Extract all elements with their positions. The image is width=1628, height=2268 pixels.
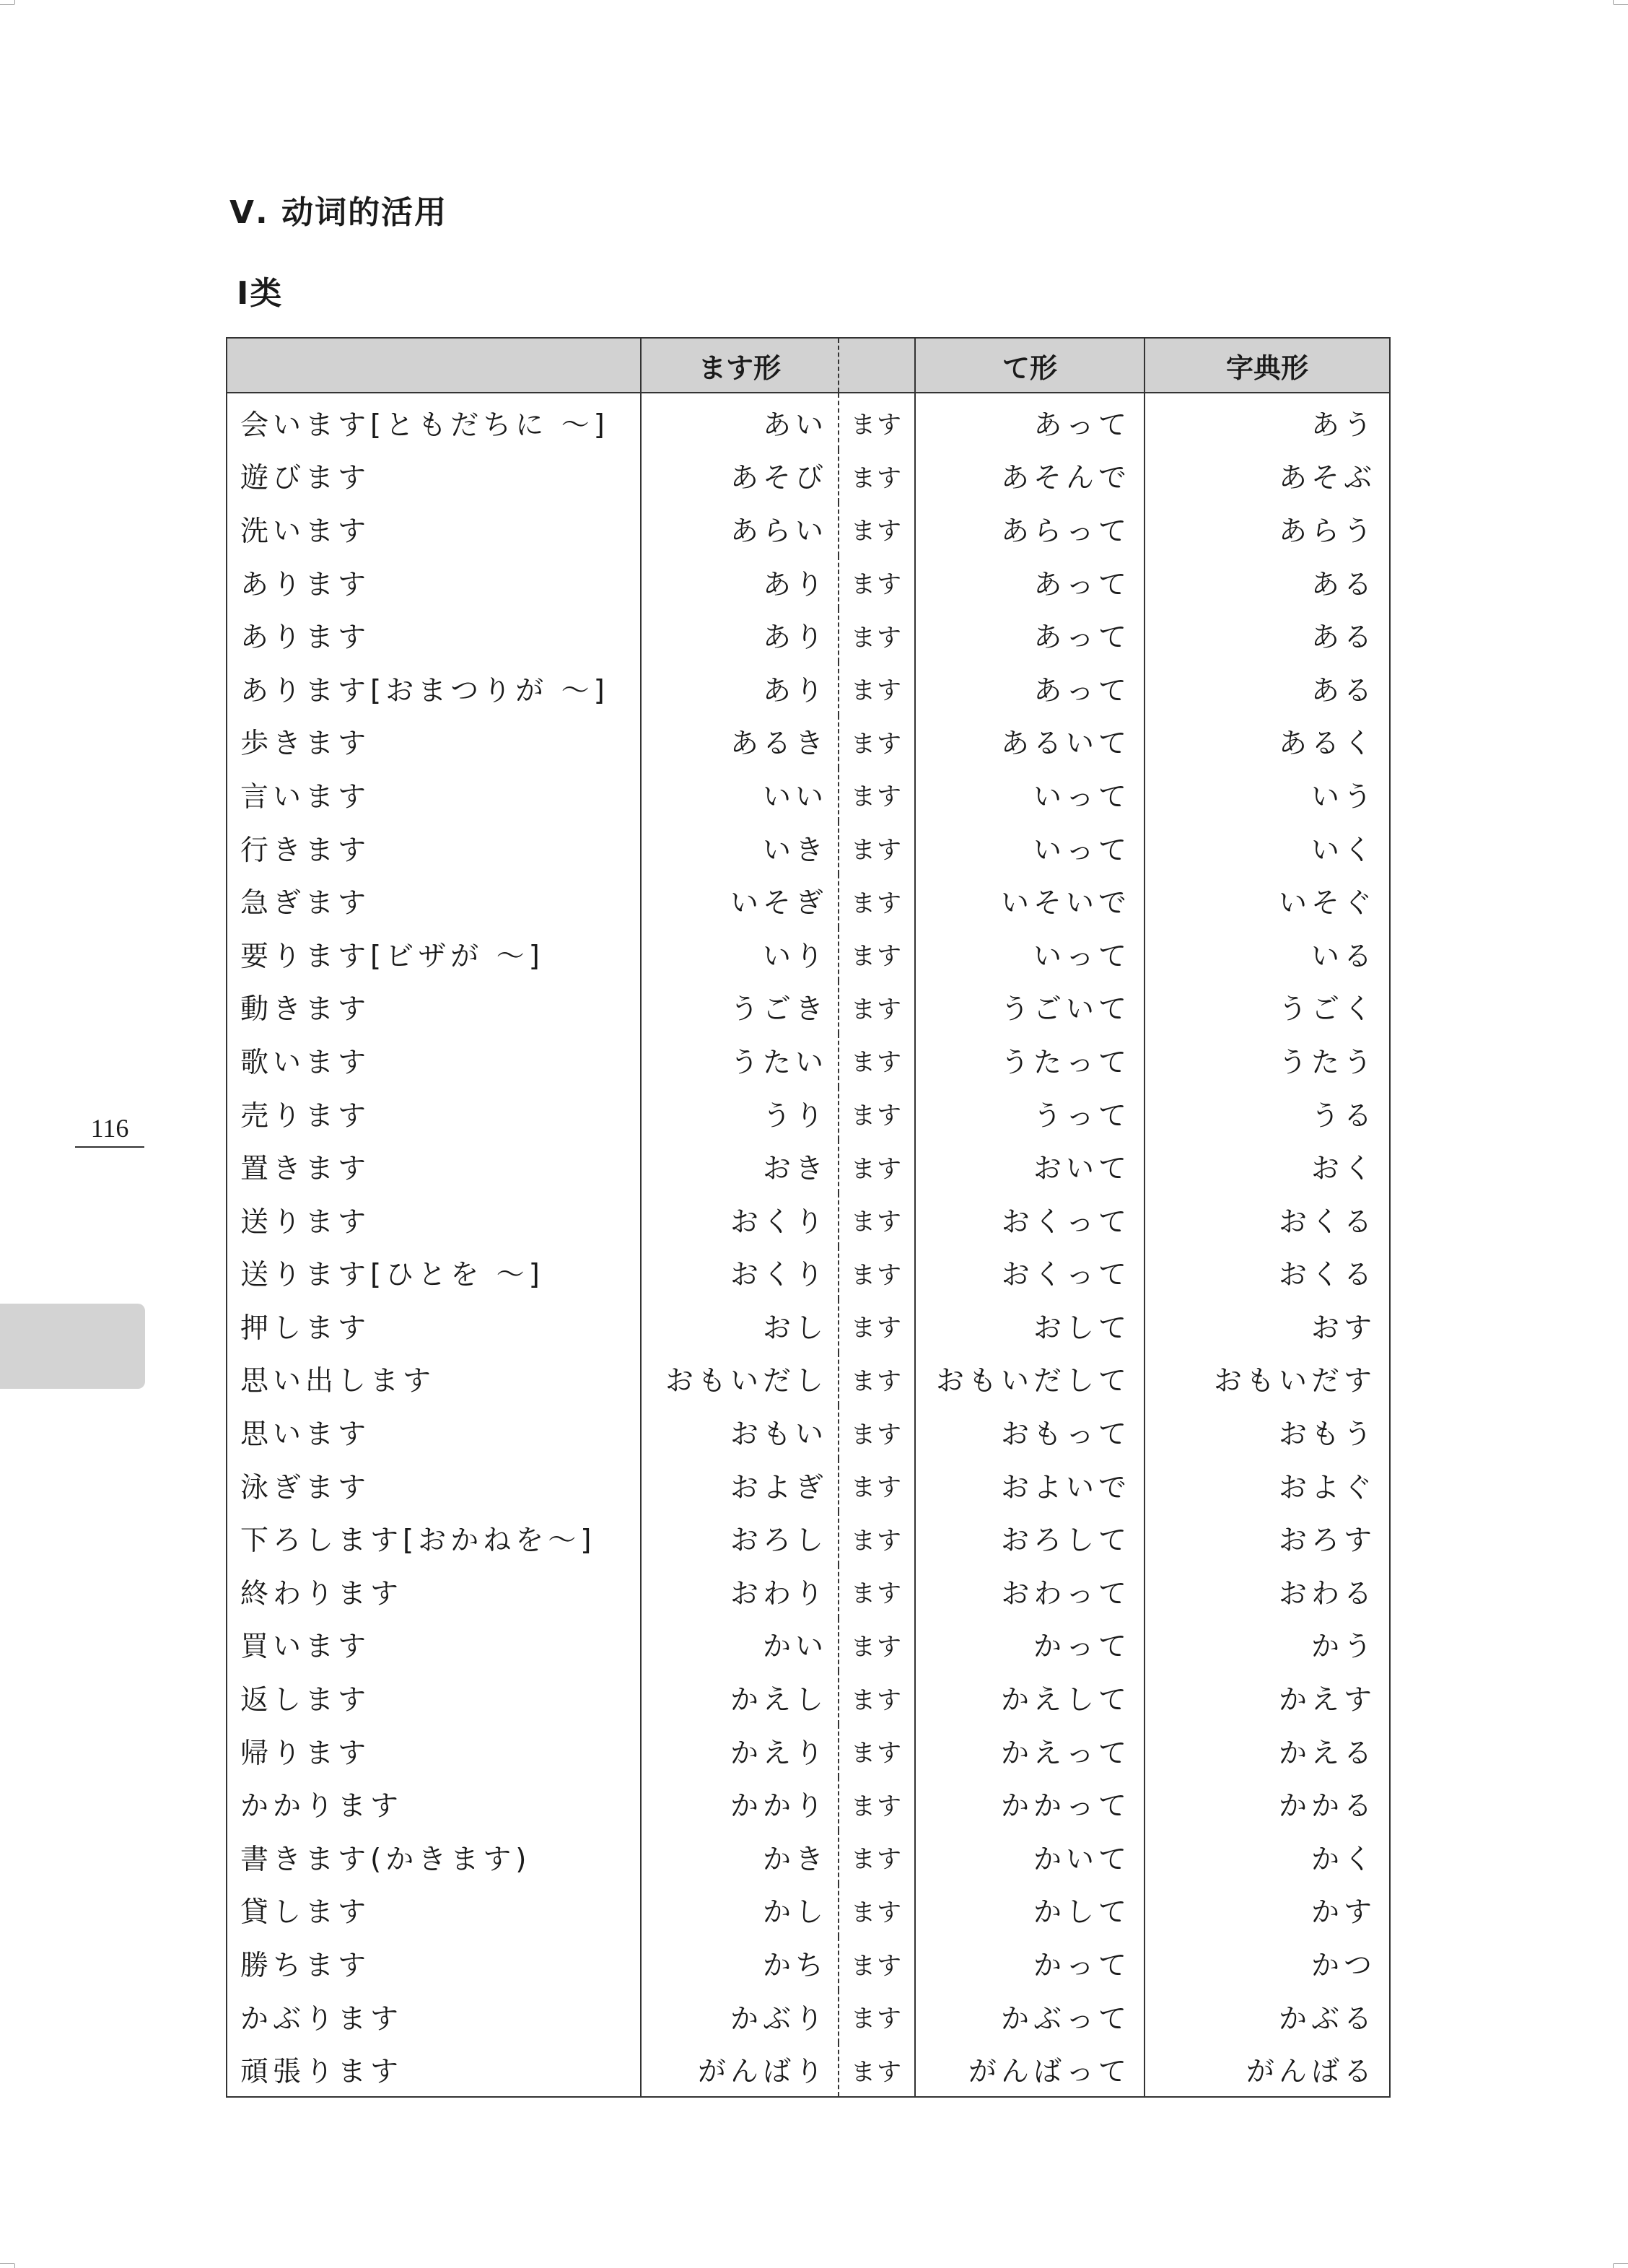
te-form-cell: かって bbox=[915, 1618, 1145, 1672]
table-row bbox=[227, 450, 1390, 503]
table-row bbox=[227, 1831, 1390, 1884]
dictionary-form-cell: おもいだす bbox=[1145, 1353, 1390, 1406]
stem-cell: いり bbox=[641, 928, 839, 981]
table-row bbox=[227, 502, 1390, 556]
te-form-cell: いそいで bbox=[915, 874, 1145, 928]
masu-suffix-cell: ます bbox=[839, 393, 915, 450]
table-row bbox=[227, 1618, 1390, 1672]
masu-suffix-cell: ます bbox=[839, 1831, 915, 1884]
table-row bbox=[227, 1937, 1390, 1990]
masu-suffix-cell: ます bbox=[839, 450, 915, 503]
dictionary-form-cell: おく bbox=[1145, 1140, 1390, 1193]
stem-cell: あり bbox=[641, 662, 839, 715]
crop-mark bbox=[0, 2263, 14, 2264]
te-form-cell: おくって bbox=[915, 1193, 1145, 1247]
verb-cell: 言います bbox=[227, 768, 641, 821]
stem-cell: あり bbox=[641, 609, 839, 662]
dictionary-form-cell: かかる bbox=[1145, 1777, 1390, 1831]
table-row bbox=[227, 1671, 1390, 1724]
dictionary-form-cell: かえす bbox=[1145, 1671, 1390, 1724]
table-row bbox=[227, 1247, 1390, 1300]
masu-suffix-cell: ます bbox=[839, 715, 915, 769]
stem-cell: おき bbox=[641, 1140, 839, 1193]
verb-cell: 急ぎます bbox=[227, 874, 641, 928]
te-form-cell: かえして bbox=[915, 1671, 1145, 1724]
stem-cell: およぎ bbox=[641, 1459, 839, 1512]
dictionary-form-cell: うる bbox=[1145, 1087, 1390, 1140]
stem-cell: おろし bbox=[641, 1512, 839, 1565]
table-row bbox=[227, 1512, 1390, 1565]
te-form-cell: かかって bbox=[915, 1777, 1145, 1831]
te-form-cell: かえって bbox=[915, 1724, 1145, 1778]
dictionary-form-cell: ある bbox=[1145, 609, 1390, 662]
verb-cell: かかります bbox=[227, 1777, 641, 1831]
te-form-cell: おろして bbox=[915, 1512, 1145, 1565]
verb-cell: 置きます bbox=[227, 1140, 641, 1193]
masu-suffix-cell: ます bbox=[839, 1140, 915, 1193]
stem-cell: かえし bbox=[641, 1671, 839, 1724]
dictionary-form-cell: おくる bbox=[1145, 1193, 1390, 1247]
stem-cell: かし bbox=[641, 1884, 839, 1937]
verb-cell: あります bbox=[227, 556, 641, 609]
masu-suffix-cell: ます bbox=[839, 1618, 915, 1672]
masu-suffix-cell: ます bbox=[839, 874, 915, 928]
stem-cell: おくり bbox=[641, 1193, 839, 1247]
dictionary-form-cell: いく bbox=[1145, 821, 1390, 875]
dictionary-form-cell: おろす bbox=[1145, 1512, 1390, 1565]
table-row bbox=[227, 1884, 1390, 1937]
verb-cell: 歩きます bbox=[227, 715, 641, 769]
te-form-cell: かって bbox=[915, 1937, 1145, 1990]
header-verb bbox=[227, 338, 641, 393]
masu-suffix-cell: ます bbox=[839, 1724, 915, 1778]
dictionary-form-cell: ある bbox=[1145, 556, 1390, 609]
dictionary-form-cell: おす bbox=[1145, 1299, 1390, 1353]
masu-suffix-cell: ます bbox=[839, 1405, 915, 1459]
stem-cell: おし bbox=[641, 1299, 839, 1353]
dictionary-form-cell: かす bbox=[1145, 1884, 1390, 1937]
te-form-cell: かいて bbox=[915, 1831, 1145, 1884]
table-row bbox=[227, 768, 1390, 821]
te-form-cell: おくって bbox=[915, 1247, 1145, 1300]
stem-cell: おわり bbox=[641, 1565, 839, 1618]
group-title: Ⅰ类 bbox=[237, 275, 284, 312]
stem-cell: うたい bbox=[641, 1034, 839, 1087]
masu-suffix-cell: ます bbox=[839, 556, 915, 609]
masu-suffix-cell: ます bbox=[839, 1087, 915, 1140]
dictionary-form-cell: あるく bbox=[1145, 715, 1390, 769]
te-form-cell: おわって bbox=[915, 1565, 1145, 1618]
crop-mark bbox=[14, 0, 15, 4]
stem-cell: あそび bbox=[641, 450, 839, 503]
verb-cell: 動きます bbox=[227, 981, 641, 1034]
crop-mark bbox=[1614, 2263, 1628, 2264]
stem-cell: あるき bbox=[641, 715, 839, 769]
table-row bbox=[227, 2043, 1390, 2097]
dictionary-form-cell: かく bbox=[1145, 1831, 1390, 1884]
verb-cell: 下ろします[おかねを〜] bbox=[227, 1512, 641, 1565]
te-form-cell: あって bbox=[915, 609, 1145, 662]
masu-suffix-cell: ます bbox=[839, 1512, 915, 1565]
table-row bbox=[227, 662, 1390, 715]
verb-cell: 泳ぎます bbox=[227, 1459, 641, 1512]
te-form-cell: あそんで bbox=[915, 450, 1145, 503]
verb-cell: 押します bbox=[227, 1299, 641, 1353]
table-row bbox=[227, 393, 1390, 450]
table-row bbox=[227, 821, 1390, 875]
header-dictionary-form: 字典形 bbox=[1145, 338, 1390, 393]
verb-cell: 勝ちます bbox=[227, 1937, 641, 1990]
te-form-cell: いって bbox=[915, 821, 1145, 875]
verb-conjugation-table bbox=[226, 337, 1391, 2098]
verb-cell: 行きます bbox=[227, 821, 641, 875]
verb-cell: 送ります bbox=[227, 1193, 641, 1247]
table-row bbox=[227, 981, 1390, 1034]
te-form-cell: うって bbox=[915, 1087, 1145, 1140]
dictionary-form-cell: うたう bbox=[1145, 1034, 1390, 1087]
table-row bbox=[227, 715, 1390, 769]
dictionary-form-cell: おわる bbox=[1145, 1565, 1390, 1618]
table-row bbox=[227, 1140, 1390, 1193]
dictionary-form-cell: あそぶ bbox=[1145, 450, 1390, 503]
stem-cell: がんばり bbox=[641, 2043, 839, 2097]
verb-cell: 頑張ります bbox=[227, 2043, 641, 2097]
te-form-cell: あって bbox=[915, 662, 1145, 715]
masu-suffix-cell: ます bbox=[839, 1990, 915, 2044]
verb-cell: 思います bbox=[227, 1405, 641, 1459]
header-masu-blank bbox=[839, 338, 915, 393]
crop-mark bbox=[1613, 2264, 1614, 2268]
table-row bbox=[227, 1405, 1390, 1459]
stem-cell: かち bbox=[641, 1937, 839, 1990]
table-row bbox=[227, 556, 1390, 609]
table-row bbox=[227, 609, 1390, 662]
crop-mark bbox=[0, 4, 14, 5]
verb-cell: 返します bbox=[227, 1671, 641, 1724]
te-form-cell: おして bbox=[915, 1299, 1145, 1353]
verb-cell: 送ります[ひとを 〜] bbox=[227, 1247, 641, 1300]
verb-cell: あります[おまつりが 〜] bbox=[227, 662, 641, 715]
te-form-cell: がんばって bbox=[915, 2043, 1145, 2097]
table-row bbox=[227, 1193, 1390, 1247]
verb-cell: かぶります bbox=[227, 1990, 641, 2044]
dictionary-form-cell: ある bbox=[1145, 662, 1390, 715]
stem-cell: あい bbox=[641, 393, 839, 450]
chapter-side-tab bbox=[0, 1304, 145, 1389]
masu-suffix-cell: ます bbox=[839, 768, 915, 821]
verb-cell: あります bbox=[227, 609, 641, 662]
stem-cell: あり bbox=[641, 556, 839, 609]
verb-cell: 思い出します bbox=[227, 1353, 641, 1406]
masu-suffix-cell: ます bbox=[839, 1565, 915, 1618]
stem-cell: かき bbox=[641, 1831, 839, 1884]
dictionary-form-cell: いる bbox=[1145, 928, 1390, 981]
masu-suffix-cell: ます bbox=[839, 1671, 915, 1724]
verb-cell: 洗います bbox=[227, 502, 641, 556]
stem-cell: いそぎ bbox=[641, 874, 839, 928]
crop-mark bbox=[1614, 4, 1628, 5]
verb-cell: 書きます(かきます) bbox=[227, 1831, 641, 1884]
header-masu-form: ます形 bbox=[641, 338, 839, 393]
masu-suffix-cell: ます bbox=[839, 2043, 915, 2097]
stem-cell: うごき bbox=[641, 981, 839, 1034]
stem-cell: かぶり bbox=[641, 1990, 839, 2044]
table-row bbox=[227, 928, 1390, 981]
dictionary-form-cell: うごく bbox=[1145, 981, 1390, 1034]
stem-cell: おもい bbox=[641, 1405, 839, 1459]
masu-suffix-cell: ます bbox=[839, 1299, 915, 1353]
masu-suffix-cell: ます bbox=[839, 1034, 915, 1087]
table-header-row bbox=[227, 338, 1390, 393]
dictionary-form-cell: かつ bbox=[1145, 1937, 1390, 1990]
table-row bbox=[227, 1034, 1390, 1087]
te-form-cell: およいで bbox=[915, 1459, 1145, 1512]
te-form-cell: おもいだして bbox=[915, 1353, 1145, 1406]
verb-cell: 終わります bbox=[227, 1565, 641, 1618]
verb-cell: 売ります bbox=[227, 1087, 641, 1140]
masu-suffix-cell: ます bbox=[839, 1937, 915, 1990]
verb-cell: 要ります[ビザが 〜] bbox=[227, 928, 641, 981]
crop-mark bbox=[14, 2264, 15, 2268]
verb-cell: 買います bbox=[227, 1618, 641, 1672]
te-form-cell: あって bbox=[915, 556, 1145, 609]
stem-cell: おもいだし bbox=[641, 1353, 839, 1406]
masu-suffix-cell: ます bbox=[839, 928, 915, 981]
stem-cell: かかり bbox=[641, 1777, 839, 1831]
masu-suffix-cell: ます bbox=[839, 1459, 915, 1512]
masu-suffix-cell: ます bbox=[839, 1884, 915, 1937]
dictionary-form-cell: かぶる bbox=[1145, 1990, 1390, 2044]
verb-cell: 帰ります bbox=[227, 1724, 641, 1778]
masu-suffix-cell: ます bbox=[839, 981, 915, 1034]
crop-mark bbox=[1613, 0, 1614, 4]
te-form-cell: いって bbox=[915, 928, 1145, 981]
stem-cell: かい bbox=[641, 1618, 839, 1672]
masu-suffix-cell: ます bbox=[839, 609, 915, 662]
table-row bbox=[227, 1459, 1390, 1512]
dictionary-form-cell: かえる bbox=[1145, 1724, 1390, 1778]
dictionary-form-cell: あう bbox=[1145, 393, 1390, 450]
table-row bbox=[227, 1990, 1390, 2044]
table-row bbox=[227, 874, 1390, 928]
dictionary-form-cell: いう bbox=[1145, 768, 1390, 821]
section-title: Ⅴ. 动词的活用 bbox=[229, 194, 448, 231]
te-form-cell: うごいて bbox=[915, 981, 1145, 1034]
verb-cell: 会います[ともだちに 〜] bbox=[227, 393, 641, 450]
masu-suffix-cell: ます bbox=[839, 1193, 915, 1247]
dictionary-form-cell: おくる bbox=[1145, 1247, 1390, 1300]
te-form-cell: うたって bbox=[915, 1034, 1145, 1087]
dictionary-form-cell: かう bbox=[1145, 1618, 1390, 1672]
te-form-cell: かぶって bbox=[915, 1990, 1145, 2044]
te-form-cell: おもって bbox=[915, 1405, 1145, 1459]
table-row bbox=[227, 1777, 1390, 1831]
table-row bbox=[227, 1299, 1390, 1353]
masu-suffix-cell: ます bbox=[839, 662, 915, 715]
dictionary-form-cell: およぐ bbox=[1145, 1459, 1390, 1512]
dictionary-form-cell: あらう bbox=[1145, 502, 1390, 556]
stem-cell: あらい bbox=[641, 502, 839, 556]
dictionary-form-cell: がんばる bbox=[1145, 2043, 1390, 2097]
masu-suffix-cell: ます bbox=[839, 1353, 915, 1406]
te-form-cell: あらって bbox=[915, 502, 1145, 556]
verb-cell: 貸します bbox=[227, 1884, 641, 1937]
te-form-cell: おいて bbox=[915, 1140, 1145, 1193]
page-number: 116 bbox=[75, 1113, 144, 1148]
te-form-cell: あるいて bbox=[915, 715, 1145, 769]
te-form-cell: いって bbox=[915, 768, 1145, 821]
stem-cell: いき bbox=[641, 821, 839, 875]
table-body bbox=[227, 393, 1390, 2097]
stem-cell: おくり bbox=[641, 1247, 839, 1300]
masu-suffix-cell: ます bbox=[839, 1247, 915, 1300]
dictionary-form-cell: おもう bbox=[1145, 1405, 1390, 1459]
masu-suffix-cell: ます bbox=[839, 502, 915, 556]
table-row bbox=[227, 1724, 1390, 1778]
stem-cell: かえり bbox=[641, 1724, 839, 1778]
table-row bbox=[227, 1565, 1390, 1618]
dictionary-form-cell: いそぐ bbox=[1145, 874, 1390, 928]
header-te-form: て形 bbox=[915, 338, 1145, 393]
verb-cell: 歌います bbox=[227, 1034, 641, 1087]
table-row bbox=[227, 1353, 1390, 1406]
te-form-cell: かして bbox=[915, 1884, 1145, 1937]
masu-suffix-cell: ます bbox=[839, 821, 915, 875]
te-form-cell: あって bbox=[915, 393, 1145, 450]
table-row bbox=[227, 1087, 1390, 1140]
stem-cell: いい bbox=[641, 768, 839, 821]
verb-cell: 遊びます bbox=[227, 450, 641, 503]
masu-suffix-cell: ます bbox=[839, 1777, 915, 1831]
stem-cell: うり bbox=[641, 1087, 839, 1140]
